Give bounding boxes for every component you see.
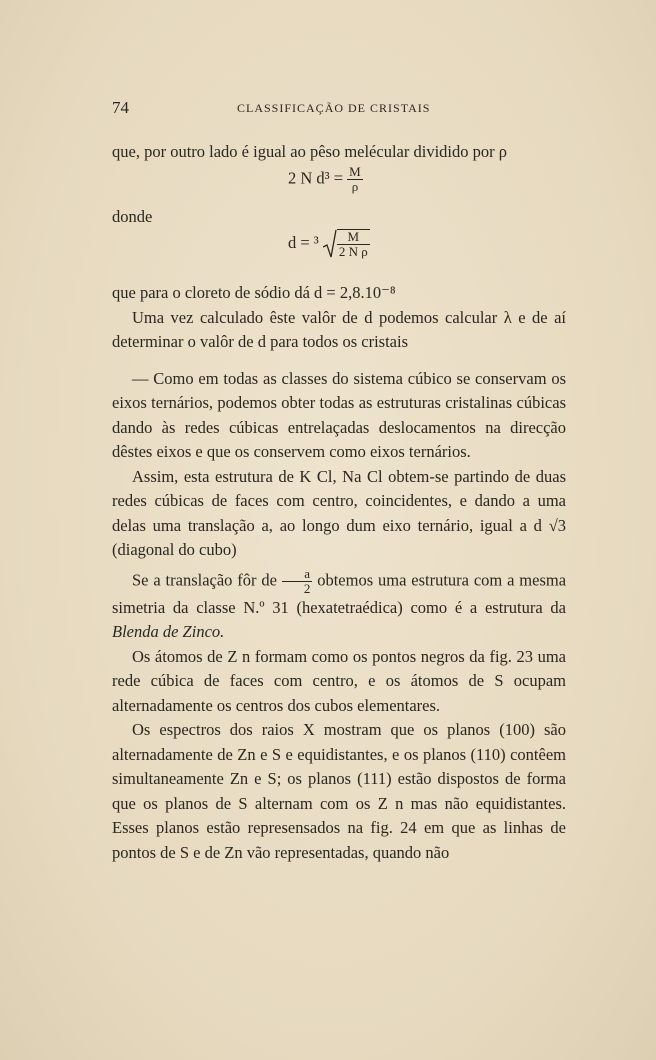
page-number: 74 (112, 98, 129, 117)
formula-1-left: 2 N d³ = (288, 167, 344, 187)
formula-2-left: d = ³ (288, 232, 319, 252)
body-text (112, 140, 566, 865)
paragraph-7: Os átomos de Z n formam como os pontos negros da fig. 23 uma rede cúbica de faces com centro, e os átomos de S ocupam alternadamente os centros dos cubos elementares. (112, 646, 566, 715)
donde-label: donde (112, 206, 153, 226)
paragraph-5: Assim, esta estrutura de K Cl, Na Cl obtem-se partindo de duas redes cúbicas de faces com centro, coincidentes, e dando a uma delas uma translação a, ao longo dum eixo ternário, igual a d √3 (diagonal do cubo) (112, 466, 566, 559)
paragraph-1: que, por outro lado é igual ao pêso melécular dividido por ρ (112, 142, 507, 161)
formula-1-fraction (347, 165, 363, 194)
formula-1 (288, 165, 566, 205)
paragraph-2: que para o cloreto de sódio dá d = 2,8.10⁻⁸ (112, 283, 396, 302)
page-header (112, 98, 566, 118)
formula-1-numerator: M (349, 163, 361, 179)
formula-2-denominator: 2 N ρ (338, 244, 368, 259)
paragraph-3: Uma vez calculado êste valôr de d podemos calcular λ e de aí determinar o valôr de d para todos os cristais (112, 307, 566, 351)
formula-2-numerator: M (337, 230, 370, 245)
paragraph-8: Os espectros dos raios X mostram que os planos (100) são alternadamente de Zn e S e equidistantes, e os planos (110) contêem simultaneamente Zn e S; os planos (111) estão dispostos de forma que os planos de S alternam com os Z n mas não equidistantes. Esses planos estão represensados na fig. 24 em que as linhas de pontos de S e de Zn vão representadas, quando não (112, 720, 566, 862)
blenda-de-zinco: Blenda de Zinco. (112, 622, 225, 641)
paragraph-6-end: obtemos uma estrutura com a mesma simetria da classe N.º 31 (hexatetraédica) como é a estrutura da (112, 569, 567, 617)
paragraph-6 (112, 567, 566, 645)
translation-fraction-denominator: 2 (303, 580, 311, 596)
radical-sign-icon (323, 229, 337, 259)
formula-2 (288, 229, 566, 281)
formula-2-fraction (337, 229, 370, 259)
paragraph-6-start: Se a translação fôr de (132, 569, 277, 589)
translation-fraction (282, 567, 313, 596)
formula-1-denominator: ρ (351, 178, 359, 194)
running-head: CLASSIFICAÇÃO DE CRISTAIS (237, 101, 431, 115)
paragraph-4: — Como em todas as classes do sistema cúbico se conservam os eixos ternários, podemos obter todas as estruturas cristalinas cúbicas dando às redes cúbicas entrelaçadas deslocamentos na direcção dêstes eixos e que os conservem como eixos ternários. (112, 368, 566, 461)
translation-fraction-numerator: a (282, 567, 313, 582)
